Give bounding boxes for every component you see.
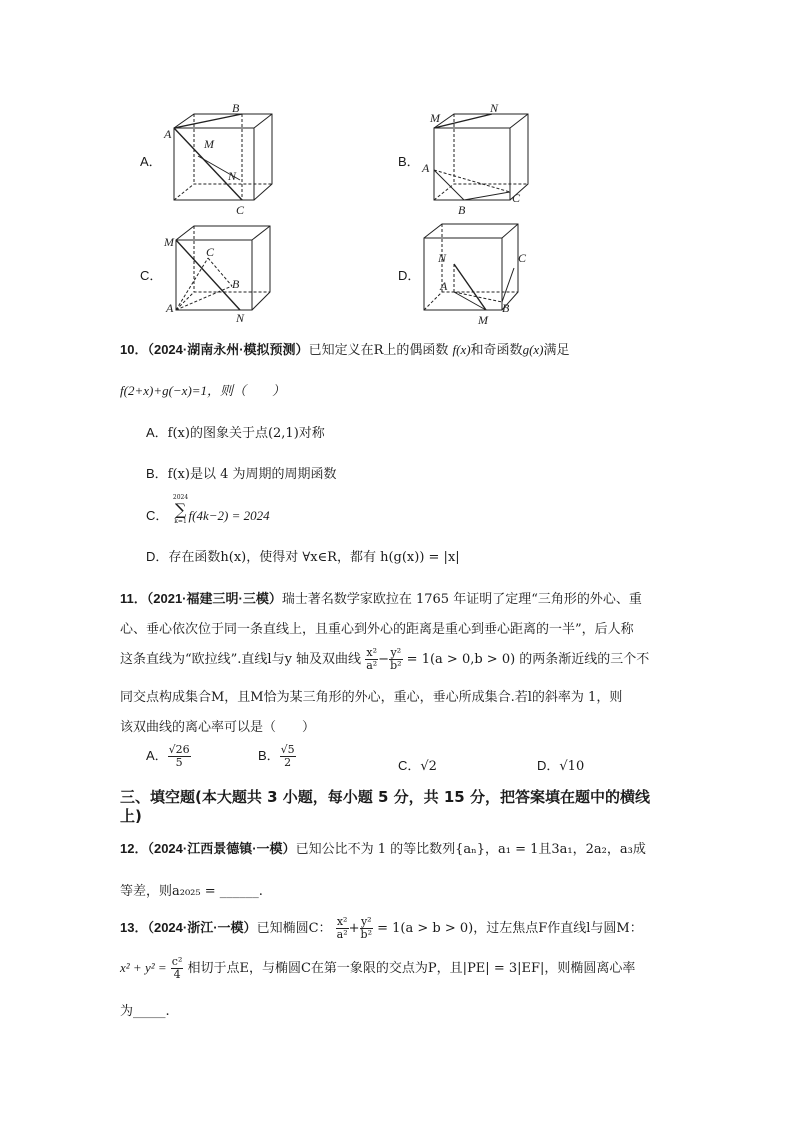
fraction-x2-a2 (365, 647, 378, 672)
cube-d-vertex-label: N (438, 251, 447, 265)
fraction-denominator: 2 (284, 756, 292, 769)
cube-b-vertex-label: N (490, 101, 499, 115)
summation-sign (173, 494, 189, 526)
cube-c-vertex-label: C (206, 245, 215, 259)
q13-line: 相切于点E，与椭圆C在第一象限的交点为P，且|PE| = 3|EF|，则椭圆离心率 (187, 961, 636, 976)
question-source: （2024·湖南永州·模拟预测） (147, 342, 309, 357)
cube-a-vertex-label: M (204, 137, 214, 151)
q11-option-b[interactable] (258, 744, 296, 769)
option-text: f(x)是以 4 为周期的周期函数 (167, 467, 337, 482)
cube-figure-b (418, 98, 538, 218)
cube-c-vertex-label: B (232, 277, 240, 291)
q10-condition-text: f(2+x)+g(−x)=1，则（ ） (120, 383, 286, 398)
cube-a-vertex-label: A (164, 127, 172, 141)
q11-line: = 1(a > 0,b > 0) 的两条渐近线的三个不 (406, 652, 650, 667)
cube-figure-c (160, 216, 280, 328)
q11-line: 该双曲线的离心率可以是（ ） (120, 720, 316, 735)
question-number: 11． (120, 591, 147, 606)
fraction-numerator: c² (171, 955, 183, 968)
fraction-numerator: √5 (280, 743, 295, 756)
option-text: √2 (420, 759, 437, 774)
sum-lower-limit: k=1 (174, 518, 187, 525)
question-number: 10． (120, 342, 148, 357)
option-label: C． (398, 758, 421, 773)
fraction-c2-4 (171, 956, 184, 981)
q10-option-d[interactable] (146, 546, 460, 565)
option-label: D． (537, 758, 560, 773)
option-text: 存在函数h(x)，使得对 ∀x∈R，都有 h(g(x)) = |x| (168, 550, 460, 565)
figure-option-d-label: D． (398, 268, 421, 283)
fraction-denominator: a² (366, 659, 378, 672)
question-11-stem (120, 588, 642, 607)
q10-gx: g(x) (522, 342, 544, 357)
sigma-symbol: ∑ (174, 500, 187, 519)
q10-and: 和奇函数 (470, 343, 523, 358)
q11-line-3 (120, 645, 649, 675)
q11-line: 同交点构成集合M，且M恰为某三角形的外心，重心，垂心所成集合.若l的斜率为 1，则 (120, 690, 623, 705)
figure-option-a-label: A． (140, 154, 162, 169)
fraction-denominator: b² (360, 928, 372, 941)
fraction-denominator: b² (390, 659, 402, 672)
option-label: A． (146, 748, 168, 763)
q11-option-d[interactable] (537, 755, 584, 774)
cube-c-vertex-label: A (166, 301, 174, 315)
q13-line: 已知椭圆C： (256, 921, 332, 936)
fraction-numerator: x² (336, 915, 348, 928)
q12-answer-line[interactable]: 等差，则a₂₀₂₅ = ______. (120, 884, 263, 899)
cube-a-vertex-label: C (236, 203, 245, 217)
figure-option-b-label: B． (398, 154, 420, 169)
option-label: C． (146, 508, 169, 523)
fraction-numerator: y² (390, 646, 402, 659)
cube-c-vertex-label: N (236, 311, 245, 325)
q10-option-b[interactable] (146, 463, 337, 482)
section-heading: 三、填空题(本大题共 3 小题，每小题 5 分，共 15 分，把答案填在题中的横线 (120, 788, 650, 806)
q13-line: = 1(a > b > 0)，过左焦点F作直线l与圆M： (377, 921, 643, 936)
cube-d-vertex-label: B (502, 301, 510, 315)
fraction-numerator: x² (366, 646, 377, 659)
q10-condition (120, 380, 285, 399)
cube-c-vertex-label: M (164, 235, 174, 249)
q11-line: 心、垂心依次位于同一条直线上，且重心到外心的距离是重心到垂心距离的一半”，后人称 (120, 622, 634, 637)
cube-figure-d (418, 216, 538, 328)
question-13-stem: 13．（2024·浙江·一模）已知椭圆C： $\frac{\text{x²}}{\text{a²}}$ + $\frac{\text{y²}}{\text{b²}}$ = 1(a > b > 0)，过左焦点F作直线l与圆M： (120, 915, 643, 941)
q11-option-a[interactable] (146, 744, 191, 769)
q13-line-2 (120, 953, 635, 984)
figure-option-c-label: C． (140, 268, 163, 283)
option-fraction (168, 744, 191, 769)
option-text: f(x)的图象关于点(2,1)对称 (167, 426, 325, 441)
option-label: A． (146, 425, 168, 440)
question-source: （2021·福建三明·三模） (146, 591, 282, 606)
question-source: （2024·浙江·一模） (147, 920, 257, 935)
cube-a-vertex-label: N (228, 169, 237, 183)
question-source: （2024·江西景德镇·一模） (147, 841, 296, 856)
option-label: B． (258, 748, 280, 763)
option-label: B． (146, 466, 168, 481)
q11-line: 这条直线为“欧拉线”.直线l与y 轴及双曲线 (120, 652, 362, 667)
q10-fx: f(x) (452, 342, 471, 357)
fraction-denominator: 4 (173, 968, 181, 981)
cube-b-vertex-label: B (458, 203, 466, 217)
question-10-stem (120, 339, 570, 358)
cube-b-vertex-label: M (430, 111, 440, 125)
question-12-stem (120, 838, 646, 857)
fraction-y2-b2 (360, 916, 373, 941)
cube-d-vertex-label: C (518, 251, 527, 265)
cube-a-vertex-label: B (232, 101, 240, 115)
question-number: 13． (120, 920, 148, 935)
q11-option-c[interactable] (398, 755, 437, 774)
fraction-denominator: 5 (175, 756, 183, 769)
q11-line: 瑞士著名数学家欧拉在 1765 年证明了定理“三角形的外心、重 (281, 592, 642, 607)
minus-sign: − (378, 652, 390, 667)
option-text: f(4k−2) = 2024 (188, 508, 270, 523)
cube-d-vertex-label: M (478, 313, 488, 327)
q13-circle-eq: x² + y² = (120, 960, 167, 975)
question-number: 12． (120, 841, 148, 856)
fraction-numerator: y² (360, 915, 372, 928)
q12-line: 已知公比不为 1 的等比数列{aₙ}，a₁ = 1且3a₁，2a₂，a₃成 (295, 842, 646, 857)
fraction-x2-a2 (336, 916, 349, 941)
sum-upper-limit: 2024 (172, 494, 189, 501)
option-label: D． (146, 549, 169, 564)
q10-satisfy: 满足 (543, 343, 570, 358)
section-heading-continued: 上) (120, 807, 142, 825)
fraction-denominator: a² (336, 928, 348, 941)
cube-d-vertex-label: A (440, 279, 448, 293)
cube-figure-a (160, 98, 280, 218)
q10-option-a[interactable] (146, 422, 325, 441)
cube-b-vertex-label: A (422, 161, 430, 175)
option-text: √10 (559, 759, 585, 774)
fraction-y2-b2 (389, 647, 402, 672)
q10-stem-text: 已知定义在R上的偶函数 (308, 343, 449, 358)
q10-option-c[interactable] (146, 494, 270, 526)
option-fraction (280, 744, 296, 769)
q13-answer-line[interactable]: 为_____. (120, 1004, 170, 1019)
fraction-numerator: √26 (168, 743, 190, 756)
cube-b-vertex-label: C (512, 191, 521, 205)
